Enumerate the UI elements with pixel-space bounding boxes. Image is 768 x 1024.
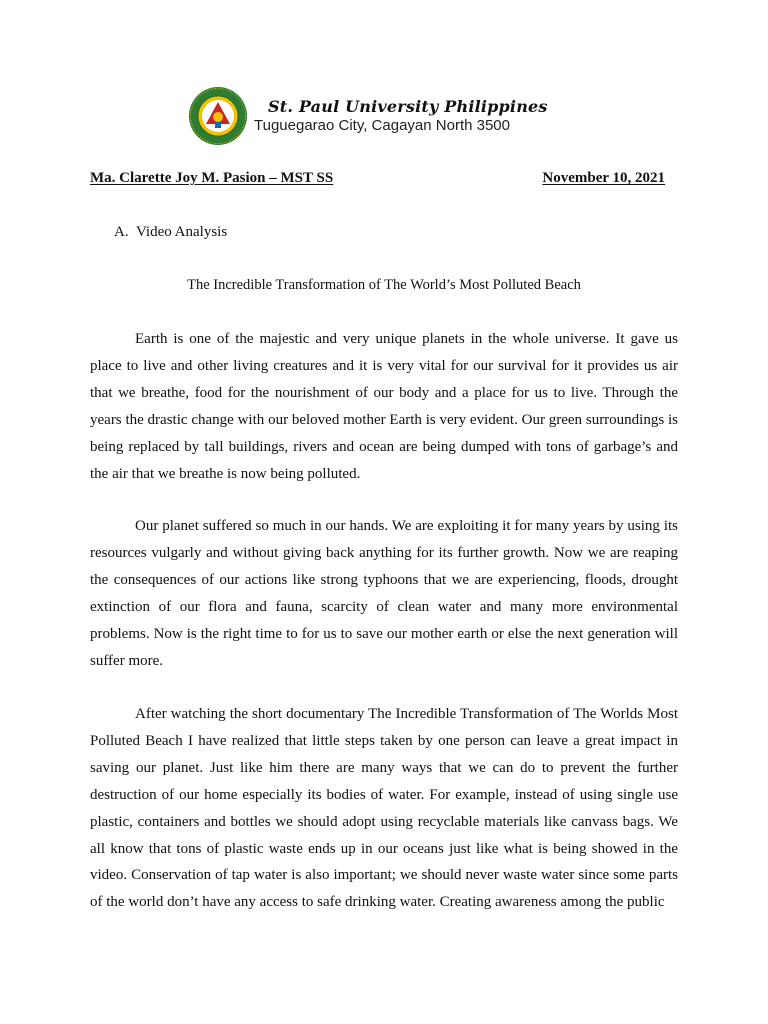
paragraph-3: After watching the short documentary The Incredible Transformation of The Worlds Most Polluted Beach I have realized that little steps taken by one person can leave a great impact in saving our planet. Just like him there are many ways that we can do to prevent the further destruction of our home especially its bodies of water. For example, instead of using single use plastic, containers and bottles we should adopt using recyclable materials like canvass bags. We all know that tons of plastic waste ends up in our oceans just like what is being showed in the video. Conservation of tap water is also important; we should never waste water since some parts of the world don’t have any access to safe drinking water. Creating awareness among the public	[90, 706, 678, 911]
letterhead-text	[254, 97, 548, 135]
paragraph-2: Our planet suffered so much in our hands. We are exploiting it for many years by using its resources vulgarly and without giving back anything for its further growth. Now we are reaping the consequences of our actions like strong typhoons that we are experiencing, floods, drought extinction of our flora and fauna, scarcity of clean water and many more environmental problems. Now is the right time to for us to save our mother earth or else the next generation will suffer more.	[90, 518, 678, 669]
document-date: November 10, 2021	[542, 170, 665, 186]
section-heading	[114, 224, 227, 241]
university-seal-icon	[188, 86, 248, 146]
section-marker: A.	[114, 224, 129, 240]
document-title: The Incredible Transformation of The World’s Most Polluted Beach	[187, 277, 581, 293]
author-name: Ma. Clarette Joy M. Pasion – MST SS	[90, 170, 334, 186]
author-date-line	[90, 170, 665, 187]
university-name: St. Paul University Philippines	[268, 97, 548, 116]
letterhead	[188, 86, 548, 146]
paragraph-1: Earth is one of the majestic and very unique planets in the whole universe. It gave us place to live and other living creatures and it is very vital for our survival for it provides us air that we breathe, food for the nourishment of our body and a place for us to live. Through the years the drastic change with our beloved mother Earth is very evident. Our green surroundings is being replaced by tall buildings, rivers and ocean are being dumped with tons of garbage’s and the air that we breathe is now being polluted.	[90, 331, 678, 482]
university-address: Tuguegarao City, Cagayan North 3500	[254, 117, 510, 134]
section-title: Video Analysis	[136, 224, 228, 240]
